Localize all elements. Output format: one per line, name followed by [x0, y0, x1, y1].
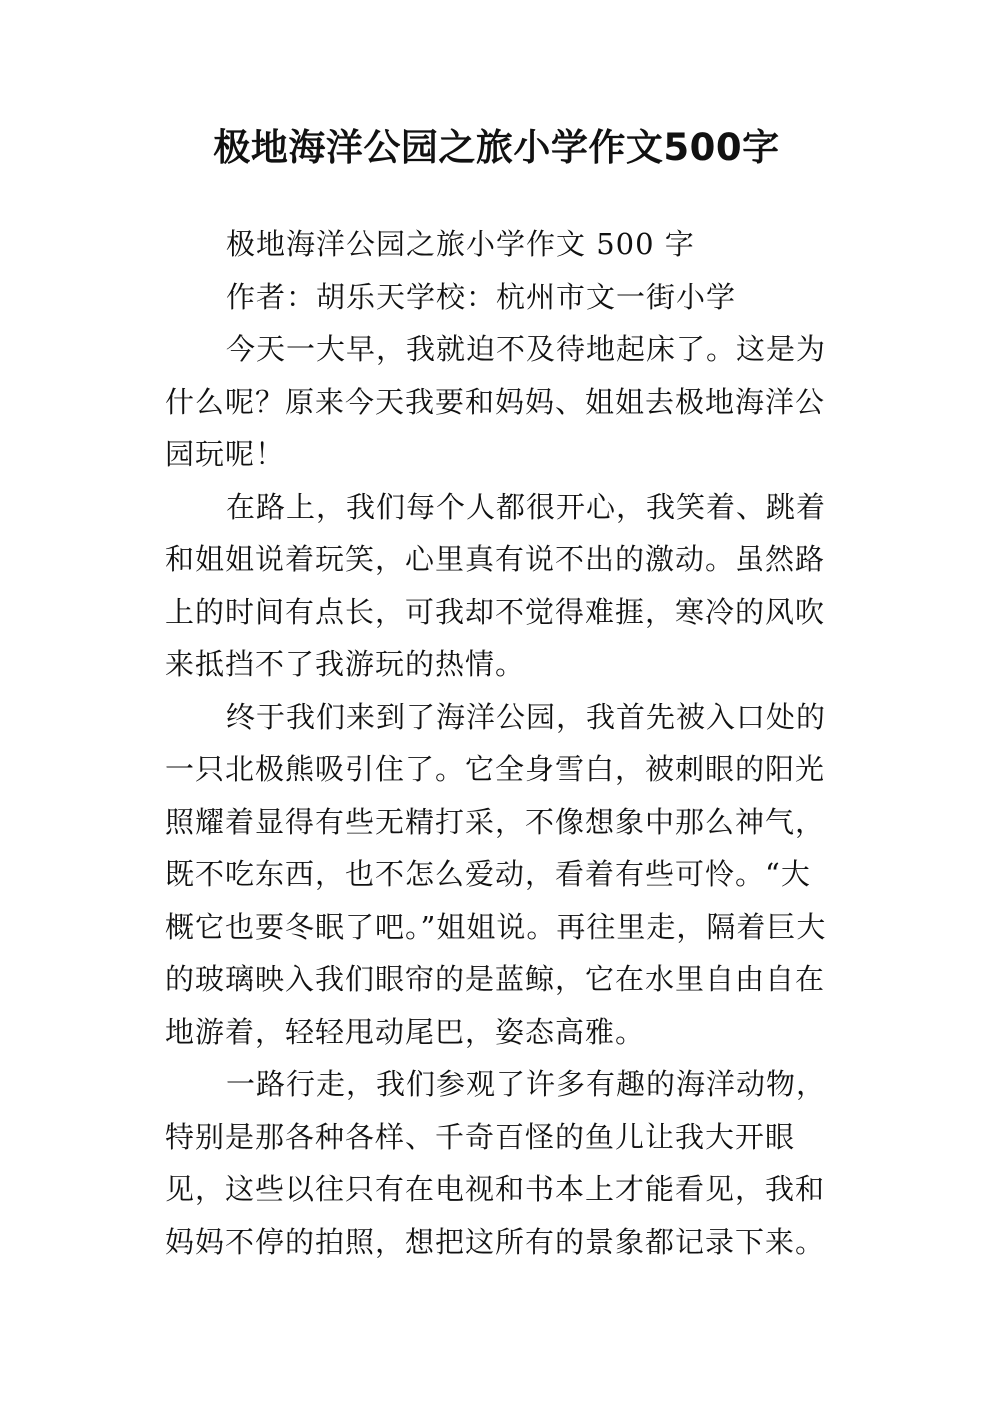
document-body: [165, 218, 837, 1268]
body-paragraph: 今天一大早，我就迫不及待地起床了。这是为什么呢？原来今天我要和妈妈、姐姐去极地海洋公园玩呢！: [165, 332, 827, 471]
author-school-paragraph: 作者：胡乐天学校：杭州市文一街小学: [226, 279, 737, 314]
body-paragraph: 终于我们来到了海洋公园，我首先被入口处的一只北极熊吸引住了。它全身雪白，被刺眼的阳光照耀着显得有些无精打采，不像想象中那么神气，既不吃东西，也不怎么爱动，看着有些可怜。“大概它也要冬眠了吧。”姐姐说。再往里走，隔着巨大的玻璃映入我们眼帘的是蓝鲸，它在水里自由自在地游着，轻轻甩动尾巴，姿态高雅。: [165, 699, 827, 1049]
body-paragraph: 在路上，我们每个人都很开心，我笑着、跳着和姐姐说着玩笑，心里真有说不出的激动。虽然路上的时间有点长，可我却不觉得难捱，寒冷的风吹来抵挡不了我游玩的热情。: [165, 489, 827, 681]
subtitle-paragraph: 极地海洋公园之旅小学作文 500 字: [226, 227, 695, 261]
document-title: 极地海洋公园之旅小学作文500字: [213, 126, 780, 169]
body-paragraph: 一路行走，我们参观了许多有趣的海洋动物，特别是那各种各样、千奇百怪的鱼儿让我大开眼见，这些以往只有在电视和书本上才能看见，我和妈妈不停的拍照，想把这所有的景象都记录下来。: [165, 1067, 827, 1259]
